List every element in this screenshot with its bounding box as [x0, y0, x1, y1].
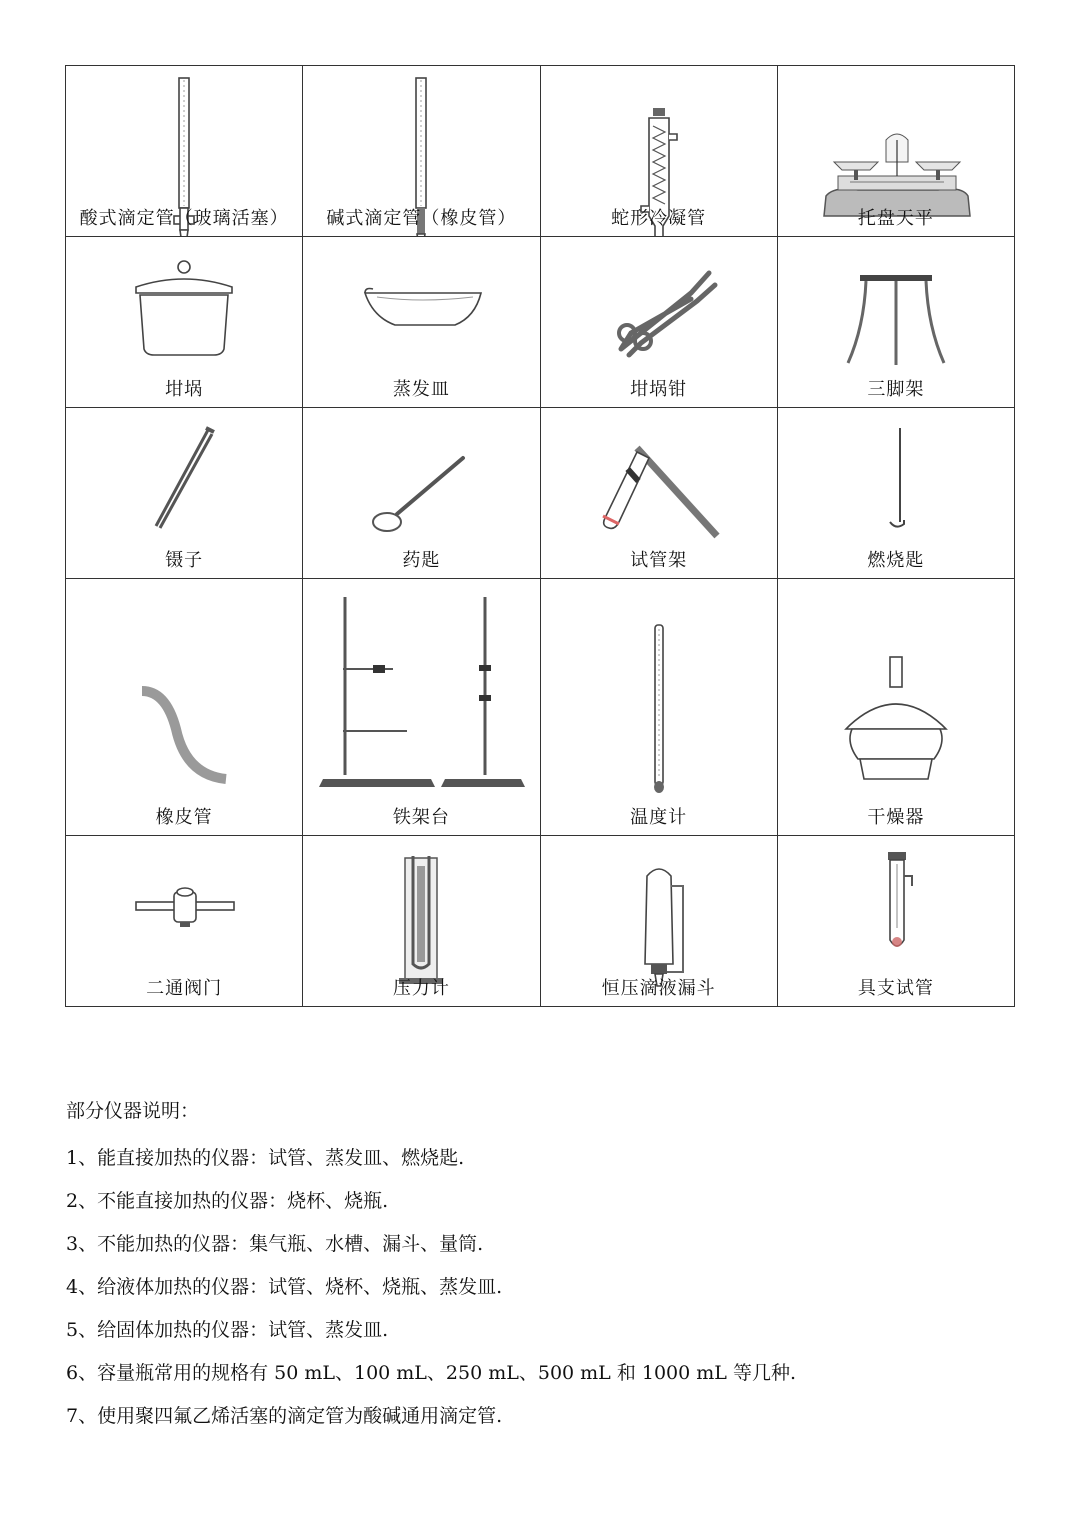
cell-desiccator [777, 579, 1014, 836]
rubber-tube-icon [66, 579, 303, 835]
cell-label: 三脚架 [867, 379, 925, 400]
cell-crucible-tongs [540, 237, 777, 408]
note-item: 4、给液体加热的仪器：试管、烧杯、烧瓶、蒸发皿. [66, 1276, 503, 1298]
cell-spatula [303, 408, 540, 579]
note-item: 1、能直接加热的仪器：试管、蒸发皿、燃烧匙. [66, 1147, 465, 1169]
cell-side-arm-tube [777, 836, 1014, 1007]
cell-rubber-tube [66, 579, 303, 836]
cell-manometer [303, 836, 540, 1007]
cell-label: 试管架 [630, 550, 688, 571]
cell-label: 托盘天平 [857, 208, 934, 229]
cell-iron-stand [303, 579, 540, 836]
cell-label: 药匙 [402, 550, 441, 571]
cell-label: 燃烧匙 [867, 550, 925, 571]
cell-label: 具支试管 [857, 978, 934, 999]
cell-label: 蒸发皿 [392, 379, 450, 400]
cell-tripod [777, 237, 1014, 408]
note-item: 6、容量瓶常用的规格有 50 mL、100 mL、250 mL、500 mL 和 1000 mL 等几种. [66, 1362, 796, 1384]
cell-label: 蛇形冷凝管 [611, 208, 707, 229]
note-item: 2、不能直接加热的仪器：烧杯、烧瓶. [66, 1190, 389, 1212]
thermometer-icon [541, 579, 778, 835]
cell-label: 温度计 [630, 807, 688, 828]
cell-thermometer [540, 579, 777, 836]
cell-label: 干燥器 [867, 807, 925, 828]
cell-combustion-spoon [777, 408, 1014, 579]
cell-coil-condenser [540, 66, 777, 237]
apparatus-table [65, 65, 1015, 1007]
cell-acid-burette [66, 66, 303, 237]
cell-tweezers [66, 408, 303, 579]
cell-dropping-funnel [540, 836, 777, 1007]
cell-label: 压力计 [392, 978, 450, 999]
iron-stand-icon [303, 579, 540, 835]
cell-label: 橡皮管 [155, 807, 213, 828]
cell-label: 酸式滴定管（玻璃活塞） [79, 208, 289, 229]
cell-base-burette [303, 66, 540, 237]
cell-label: 坩埚钳 [630, 379, 688, 400]
notes-section [66, 1096, 1006, 1438]
note-item: 5、给固体加热的仪器：试管、蒸发皿. [66, 1319, 389, 1341]
cell-two-way-valve [66, 836, 303, 1007]
cell-balance [777, 66, 1014, 237]
cell-test-tube-holder [540, 408, 777, 579]
cell-crucible [66, 237, 303, 408]
note-item: 3、不能加热的仪器：集气瓶、水槽、漏斗、量筒. [66, 1233, 484, 1255]
cell-label: 恒压滴液漏斗 [601, 978, 716, 999]
cell-label: 坩埚 [165, 379, 204, 400]
cell-label: 二通阀门 [146, 978, 223, 999]
cell-label: 铁架台 [392, 807, 450, 828]
note-item: 7、使用聚四氟乙烯活塞的滴定管为酸碱通用滴定管. [66, 1405, 503, 1427]
notes-heading: 部分仪器说明： [66, 1100, 200, 1122]
cell-label: 碱式滴定管（橡皮管） [326, 208, 517, 229]
desiccator-icon [778, 579, 1015, 835]
cell-evaporating-dish [303, 237, 540, 408]
cell-label: 镊子 [165, 550, 204, 571]
